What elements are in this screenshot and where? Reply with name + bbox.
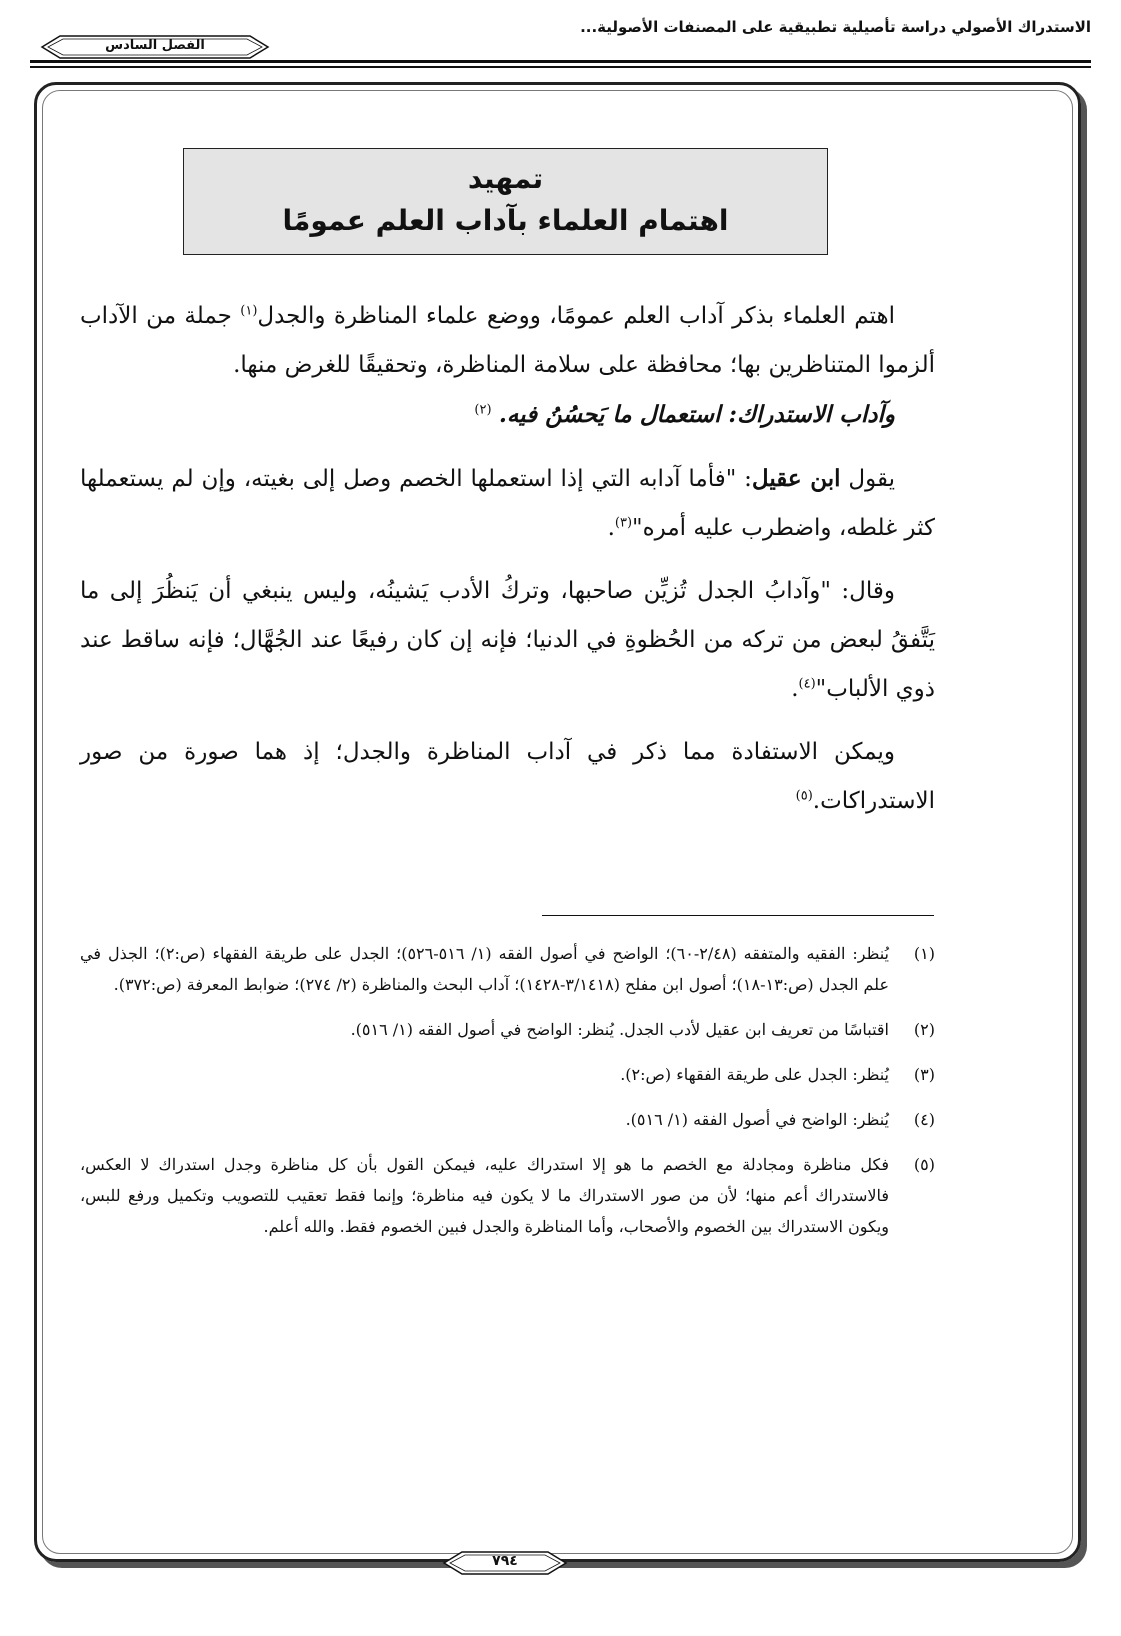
paragraph-4 bbox=[80, 567, 935, 714]
footnote-text: يُنظر: الجدل على طريقة الفقهاء (ص:٢). bbox=[620, 1065, 889, 1084]
footnote-text: فكل مناظرة ومجادلة مع الخصم ما هو إلا استدراك عليه، فيمكن القول بأن كل مناظرة وجدل استدراك لا العكس، فالاستدراك أعم منها؛ لأن من صور الاستدراك ما لا يكون فيه مناظرة؛ وإنما فقط تعقيب للتصويب وتكميل ورفع للبس، ويكون الاستدراك بين الخصوم والأصحاب، وأما المناظرة والجدل فبين الخصوم فقط. والله أعلم. bbox=[80, 1155, 889, 1236]
footnote-text: يُنظر: الفقيه والمتفقه (٢/٤٨-٦٠)؛ الواضح في أصول الفقه (١/ ٥١٦-٥٢٦)؛ الجدل على طريقة الفقهاء (ص:٢)؛ الجذل في علم الجدل (ص:١٣-١٨)؛ أصول ابن مفلح (٣/١٤١٨-١٤٢٨)؛ آداب البحث والمناظرة (٢/ ٢٧٤)؛ ضوابط المعرفة (ص:٣٧٢). bbox=[80, 944, 889, 994]
paragraph-3-text-b: : "فأما آدابه التي إذا استعملها الخصم وصل إلى بغيته، وإن لم يستعملها كثر غلطه، واضطرب عليه أمره" bbox=[80, 466, 935, 541]
paragraph-1-text-a: اهتم العلماء بذكر آداب العلم عمومًا، ووضع علماء المناظرة والجدل bbox=[257, 303, 895, 329]
chapter-label: الفصل السادس bbox=[105, 38, 205, 53]
footnote-ref-5: (٥) bbox=[795, 788, 813, 804]
footnote-ref-1: (١) bbox=[240, 303, 258, 319]
footnote-number: (١) bbox=[913, 944, 935, 963]
footnote-separator bbox=[542, 915, 934, 916]
footnotes bbox=[80, 938, 935, 1256]
book-title: الاستدراك الأصولي دراسة تأصيلية تطبيقية على المصنفات الأصولية... bbox=[580, 18, 1091, 36]
paragraph-3-text-c: . bbox=[607, 515, 615, 541]
main-text bbox=[80, 292, 935, 826]
footnote-number: (٤) bbox=[913, 1110, 935, 1129]
paragraph-2-text: وآداب الاستدراك: استعمال ما يَحسُنُ فيه. bbox=[498, 401, 895, 428]
footnote-item bbox=[80, 1059, 935, 1090]
footnote-ref-4: (٤) bbox=[798, 676, 816, 692]
footnote-item bbox=[80, 1104, 935, 1135]
paragraph-1-text-b: جملة من الآداب ألزموا المتناظرين بها؛ محافظة على سلامة المناظرة، وتحقيقًا للغرض منها. bbox=[80, 303, 935, 378]
footnote-item bbox=[80, 938, 935, 1000]
section-title: تمهيد bbox=[467, 162, 544, 195]
paragraph-4-text: وقال: "وآدابُ الجدل تُزيِّن صاحبها، وتركُ الأدب يَشينُه، وليس ينبغي أن يَنظُرَ إلى ما يَتَّفقُ لبعض من تركه من الحُظوةِ في الدنيا؛ فإنه إن كان رفيعًا عند الجُهَّال؛ فإنه ساقط عند ذوي الألباب" bbox=[80, 578, 935, 702]
footnote-number: (٥) bbox=[913, 1155, 935, 1174]
footnote-ref-2: (٢) bbox=[474, 402, 492, 418]
paragraph-1 bbox=[80, 292, 935, 390]
page-number: ٧٩٤ bbox=[492, 1553, 518, 1569]
chapter-tab bbox=[30, 34, 280, 60]
paragraph-4-text-c: . bbox=[791, 676, 799, 702]
footnote-text: يُنظر: الواضح في أصول الفقه (١/ ٥١٦). bbox=[625, 1110, 889, 1129]
paragraph-3 bbox=[80, 454, 935, 553]
footnote-number: (٣) bbox=[913, 1065, 935, 1084]
footnote-item bbox=[80, 1149, 935, 1242]
header-rule-thick bbox=[30, 60, 1091, 63]
footnote-ref-3: (٣) bbox=[614, 515, 633, 531]
scholar-name: ابن عقيل bbox=[751, 465, 841, 492]
paragraph-5-text: ويمكن الاستفادة مما ذكر في آداب المناظرة والجدل؛ إذ هما صورة من صور الاستدراكات. bbox=[80, 739, 935, 814]
footnote-item bbox=[80, 1014, 935, 1045]
header-rule-thin bbox=[30, 66, 1091, 68]
footnote-number: (٢) bbox=[913, 1020, 935, 1039]
paragraph-2 bbox=[80, 390, 935, 440]
section-title-box bbox=[183, 148, 828, 255]
section-subtitle: اهتمام العلماء بآداب العلم عمومًا bbox=[282, 204, 729, 237]
paragraph-5 bbox=[80, 728, 935, 826]
footnote-text: اقتباسًا من تعريف ابن عقيل لأدب الجدل. يُنظر: الواضح في أصول الفقه (١/ ٥١٦). bbox=[350, 1020, 889, 1039]
page-number-badge bbox=[440, 1548, 570, 1578]
paragraph-3-text-a: يقول bbox=[840, 466, 895, 492]
